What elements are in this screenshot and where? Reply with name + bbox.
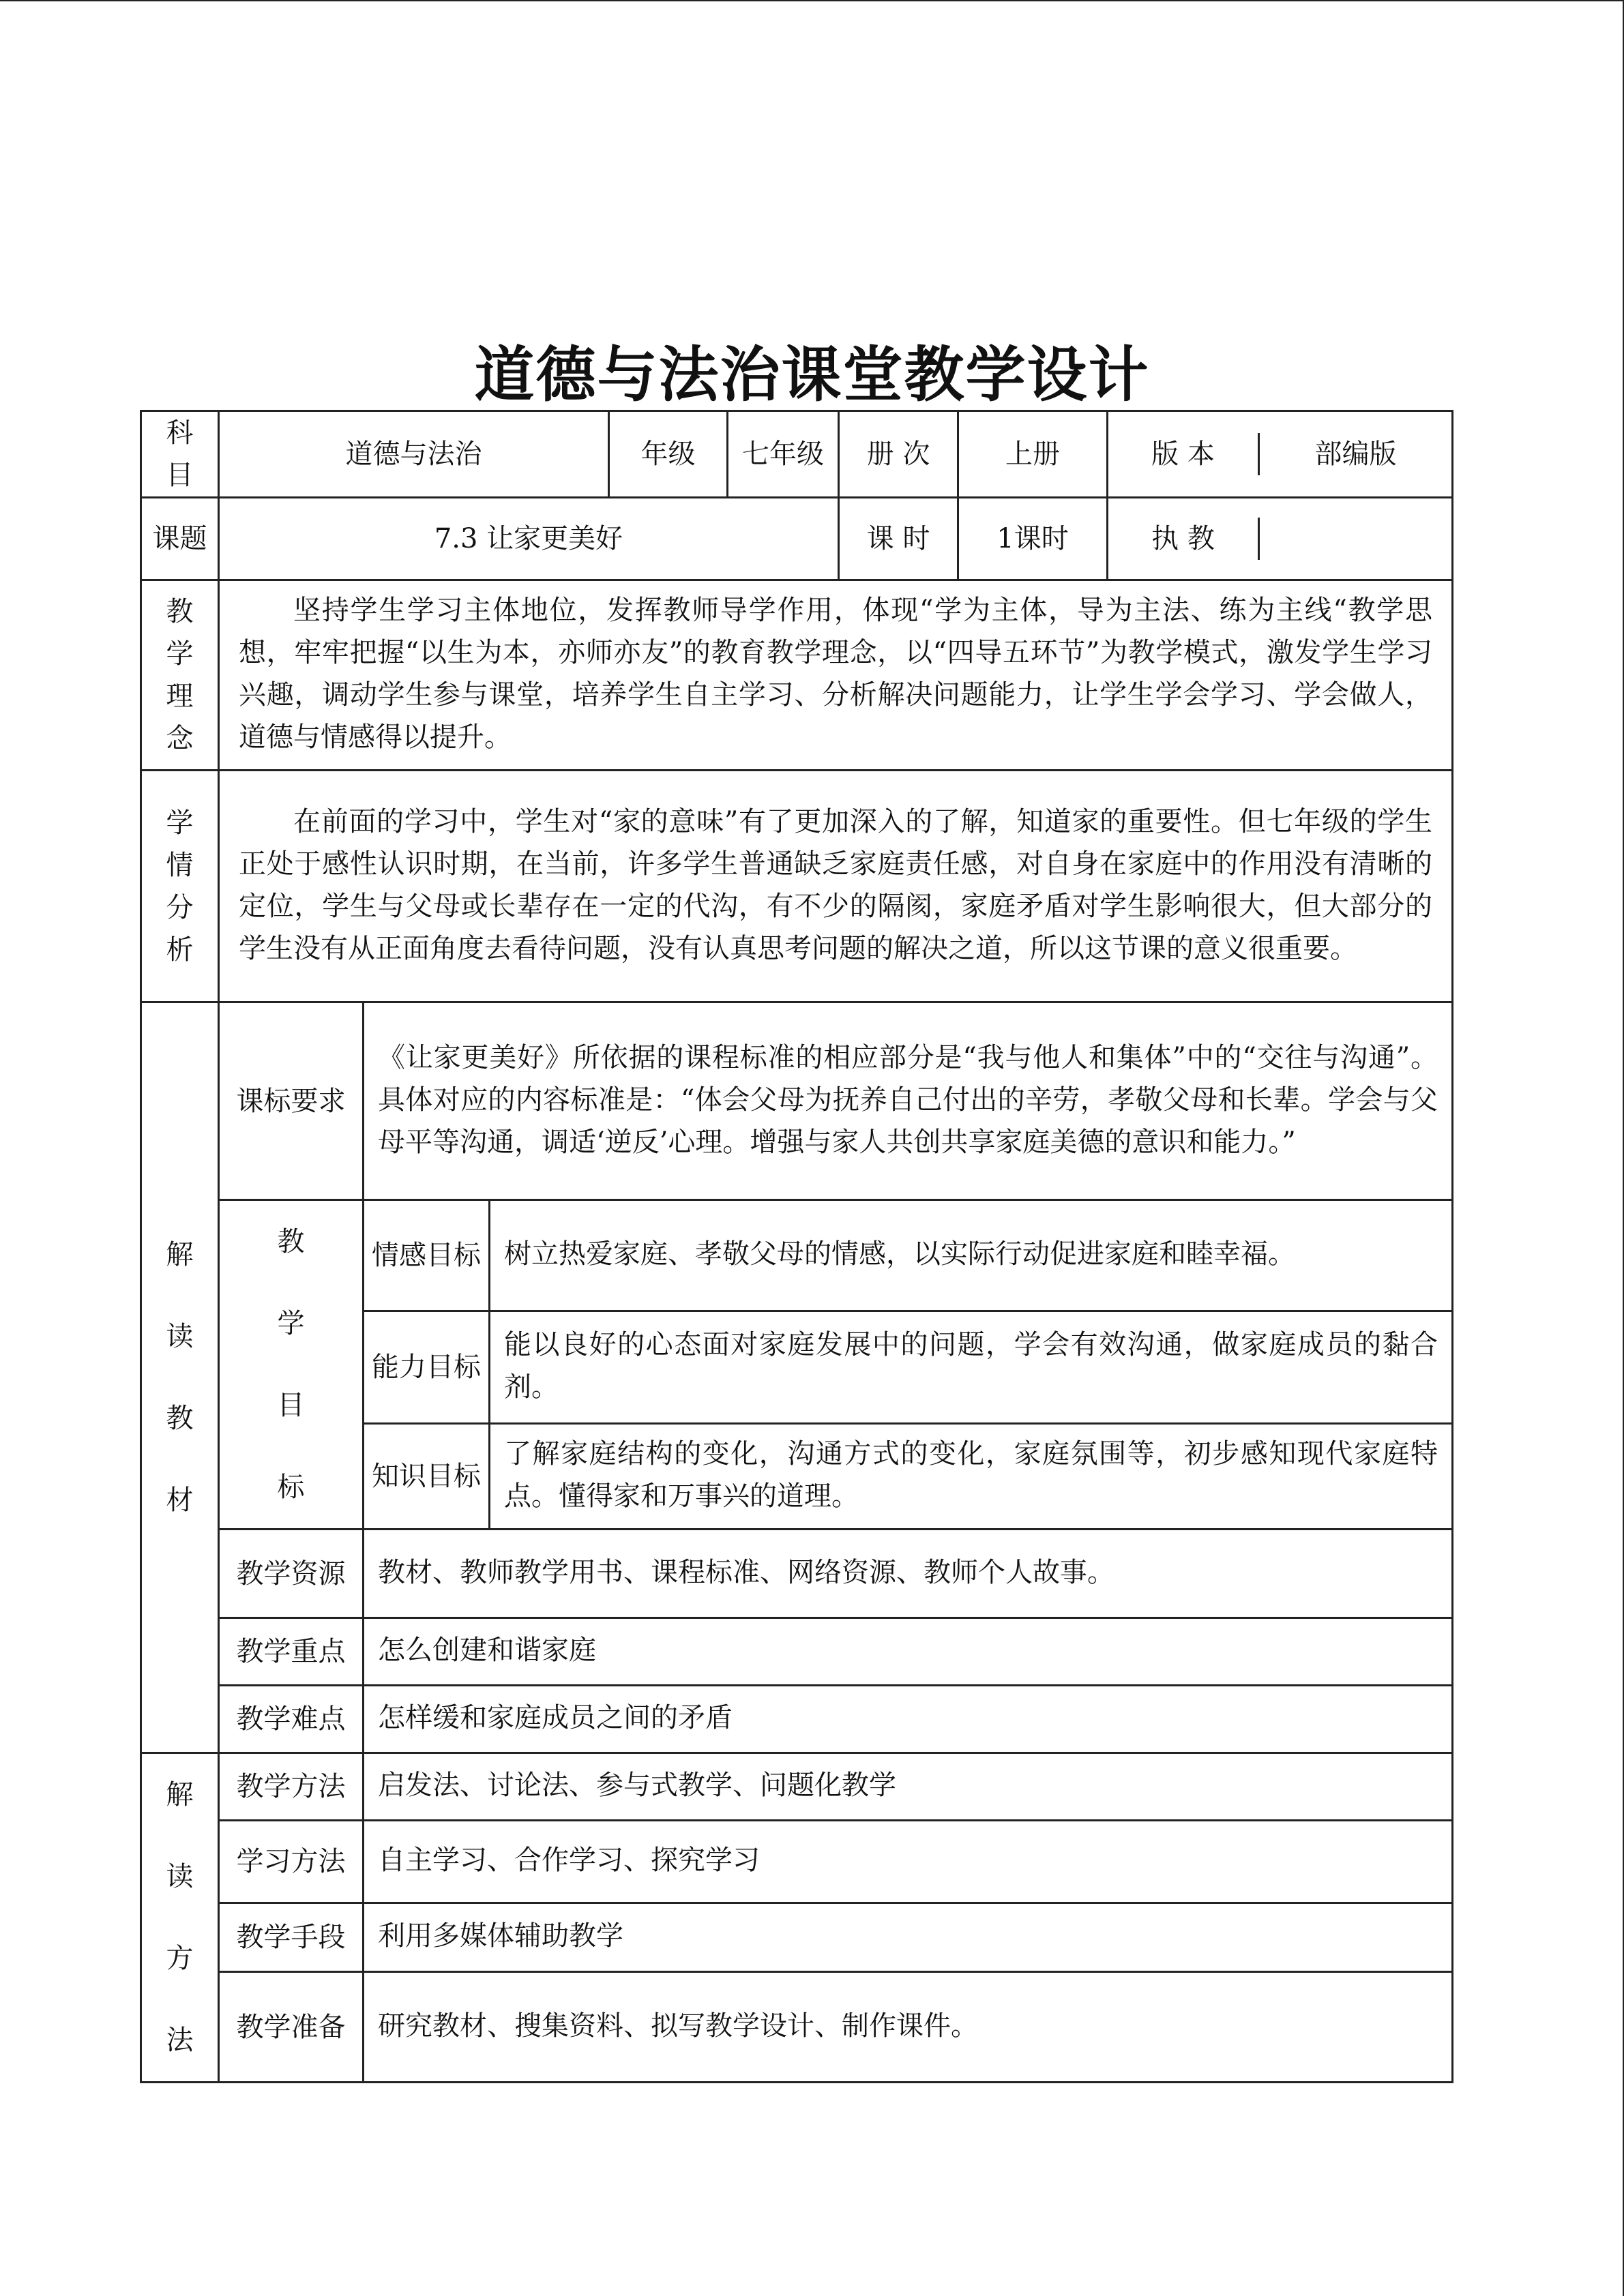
textbook-label: 解 读 教 材	[141, 1002, 219, 1753]
subject-value: 道德与法治	[219, 411, 609, 498]
goal-row-1	[141, 1200, 1453, 1311]
method-text-learning: 自主学习、合作学习、探究学习	[364, 1821, 1453, 1903]
teacher-value	[1258, 518, 1451, 560]
difficulty-label: 教学难点	[219, 1686, 364, 1753]
grade-value: 七年级	[728, 411, 839, 498]
grade-label: 年级	[609, 411, 728, 498]
volume-label: 册 次	[839, 411, 958, 498]
period-value: 1课时	[958, 498, 1108, 580]
page-title: 道德与法治课堂教学设计	[474, 340, 1150, 410]
goals-label: 教 学 目 标	[219, 1200, 364, 1530]
lesson-row	[141, 498, 1453, 580]
methods-label: 解 读 方 法	[141, 1753, 219, 2083]
analysis-label: 学 情 分 析	[141, 771, 219, 1002]
method-row-3	[141, 1903, 1453, 1972]
resources-text: 教材、教师教学用书、课程标准、网络资源、教师个人故事。	[364, 1530, 1453, 1618]
difficulty-row	[141, 1686, 1453, 1753]
standard-label: 课标要求	[219, 1002, 364, 1200]
method-label-preparation: 教学准备	[219, 1972, 364, 2083]
philosophy-text: 坚持学生学习主体地位，发挥教师导学作用，体现“学为主体，导为主法、练为主线“教学思想，牢牢把握“以生为本，亦师亦友”的教育教学理念，以“四导五环节”为教学模式，激发学生学习兴趣，调动学生参与课堂，培养学生自主学习、分析解决问题能力，让学生学会学习、学会做人，道德与情感得以提升。	[219, 580, 1453, 771]
header-row	[141, 411, 1453, 498]
method-label-means: 教学手段	[219, 1903, 364, 1972]
teacher-label: 执 教	[1151, 523, 1215, 554]
analysis-row	[141, 771, 1453, 1002]
key-row	[141, 1618, 1453, 1686]
volume-value: 上册	[958, 411, 1108, 498]
method-text-preparation: 研究教材、搜集资料、拟写教学设计、制作课件。	[364, 1972, 1453, 2083]
method-row-2	[141, 1821, 1453, 1903]
standard-row	[141, 1002, 1453, 1200]
goal-text-ability: 能以良好的心态面对家庭发展中的问题，学会有效沟通，做家庭成员的黏合剂。	[490, 1311, 1453, 1424]
edition-cell	[1108, 411, 1453, 498]
method-row-4	[141, 1972, 1453, 2083]
topic-label: 课题	[141, 498, 219, 580]
goal-label-emotion: 情感目标	[364, 1200, 490, 1311]
lesson-plan-table	[140, 410, 1453, 2083]
resources-row	[141, 1530, 1453, 1618]
difficulty-text: 怎样缓和家庭成员之间的矛盾	[364, 1686, 1453, 1753]
goal-label-ability: 能力目标	[364, 1311, 490, 1424]
goal-label-knowledge: 知识目标	[364, 1424, 490, 1530]
resources-label: 教学资源	[219, 1530, 364, 1618]
teacher-cell	[1108, 498, 1453, 580]
philosophy-row	[141, 580, 1453, 771]
method-row-1	[141, 1753, 1453, 1821]
standard-text: 《让家更美好》所依据的课程标准的相应部分是“我与他人和集体”中的“交往与沟通”。具体对应的内容标准是：“体会父母为抚养自己付出的辛劳，孝敬父母和长辈。学会与父母平等沟通，调适‘逆反’心理。增强与家人共创共享家庭美德的意识和能力。”	[364, 1002, 1453, 1200]
method-text-means: 利用多媒体辅助教学	[364, 1903, 1453, 1972]
subject-label: 科 目	[141, 411, 219, 498]
key-text: 怎么创建和谐家庭	[364, 1618, 1453, 1686]
edition-value: 部编版	[1258, 433, 1451, 475]
method-text-teaching: 启发法、讨论法、参与式教学、问题化教学	[364, 1753, 1453, 1821]
analysis-text: 在前面的学习中，学生对“家的意味”有了更加深入的了解，知道家的重要性。但七年级的学生正处于感性认识时期，在当前，许多学生普通缺乏家庭责任感，对自身在家庭中的作用没有清晰的定位，学生与父母或长辈存在一定的代沟，有不少的隔阂，家庭矛盾对学生影响很大，但大部分的学生没有从正面角度去看待问题，没有认真思考问题的解决之道，所以这节课的意义很重要。	[219, 771, 1453, 1002]
philosophy-label: 教 学 理 念	[141, 580, 219, 771]
goal-text-knowledge: 了解家庭结构的变化，沟通方式的变化，家庭氛围等，初步感知现代家庭特点。懂得家和万事兴的道理。	[490, 1424, 1453, 1530]
key-label: 教学重点	[219, 1618, 364, 1686]
method-label-teaching: 教学方法	[219, 1753, 364, 1821]
topic-value: 7.3 让家更美好	[219, 498, 839, 580]
period-label: 课 时	[839, 498, 958, 580]
method-label-learning: 学习方法	[219, 1821, 364, 1903]
edition-label: 版 本	[1151, 438, 1215, 470]
goal-text-emotion: 树立热爱家庭、孝敬父母的情感，以实际行动促进家庭和睦幸福。	[490, 1200, 1453, 1311]
